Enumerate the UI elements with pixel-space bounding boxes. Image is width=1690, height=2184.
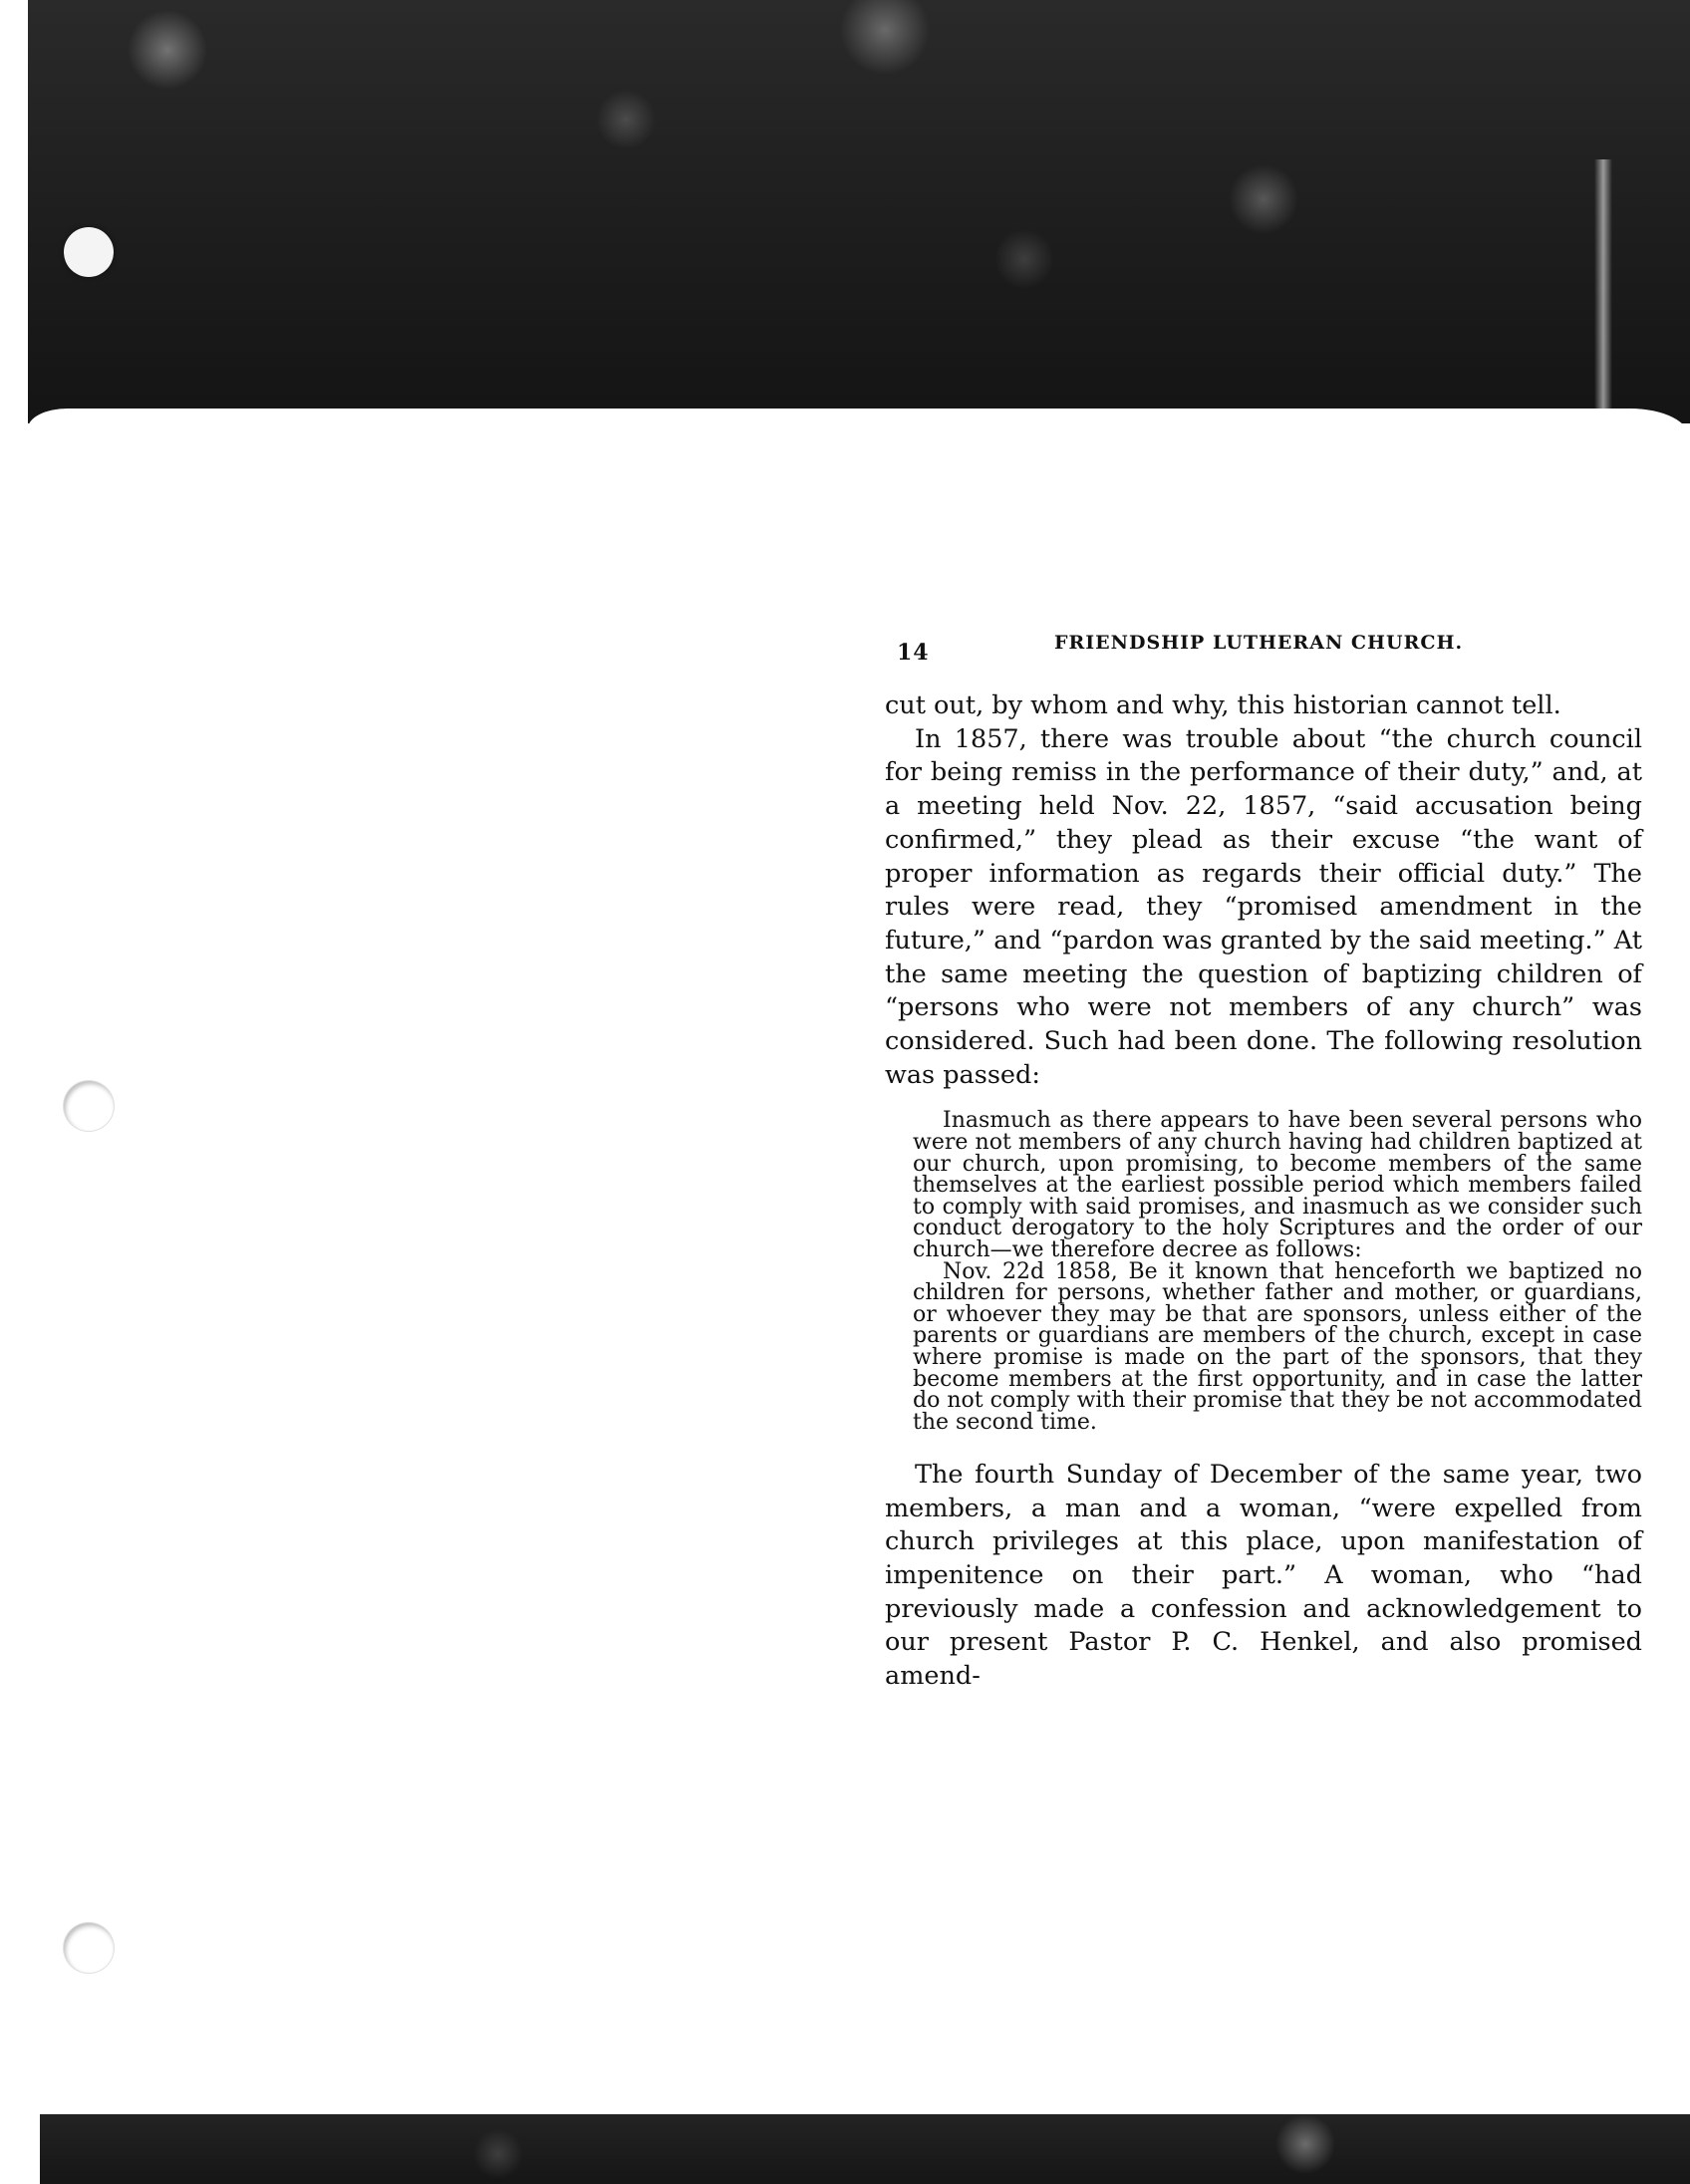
body-text-after (885, 1459, 1642, 1694)
resolution-decree: Nov. 22d 1858, Be it known that henceforth we baptized no children for persons, whether father and mother, or guardians, or whoever they may be that are sponsors, unless either of the parents or guardians are members of the church, except in case where promise is made on the part of the sponsors, that they become members at the first opportunity, and in case the latter do not comply with their promise that they be not accommodated the second time. (913, 1258, 1642, 1435)
paragraph-1857-trouble: In 1857, there was trouble about “the church council for being remiss in the performance of their duty,” and, at a meeting held Nov. 22, 1857, “said accusation being confirmed,” they plead as their excuse “the want of proper information as regards their official duty.” The rules were read, they “promised amendment in the future,” and “pardon was granted by the said meeting.” At the same meeting the question of baptizing children of “persons who were not members of any church” was considered. Such had been done. The following resolution was passed: (885, 723, 1642, 1090)
body-text (885, 689, 1642, 1092)
running-head (885, 628, 1642, 668)
resolution-preamble: Inasmuch as there appears to have been several persons who were not members of any church having had children baptized at our church, upon promising, to become members of the same themselves at the earliest possible period which members failed to comply with said promises, and inasmuch as we consider such conduct derogatory to the holy Scriptures and the order of our church—we therefore decree as follows: (913, 1108, 1642, 1262)
binder-hole-bottom (64, 1923, 114, 1973)
paragraph-continuation: cut out, by whom and why, this historian cannot tell. (885, 690, 1561, 720)
running-head-title: FRIENDSHIP LUTHERAN CHURCH. (1054, 632, 1464, 654)
binder-hole-top (64, 227, 114, 277)
paragraph-expulsion: The fourth Sunday of December of the same year, two members, a man and a woman, “were expelled from church privileges at this place, upon manifestation of impenitence on their part.” A woman, who “had previously made a confession and acknowledgement to our present Pastor P. C. Henkel, and also promised amend- (885, 1459, 1642, 1692)
scanner-background-top (28, 0, 1690, 423)
page-curl (28, 409, 1690, 468)
scanner-background-bottom (40, 2114, 1690, 2184)
page-edge-highlight (1594, 159, 1612, 418)
resolution-quote (913, 1110, 1642, 1433)
binder-hole-middle (64, 1081, 114, 1131)
page-number: 14 (897, 640, 930, 666)
page-text-column (885, 628, 1642, 1719)
